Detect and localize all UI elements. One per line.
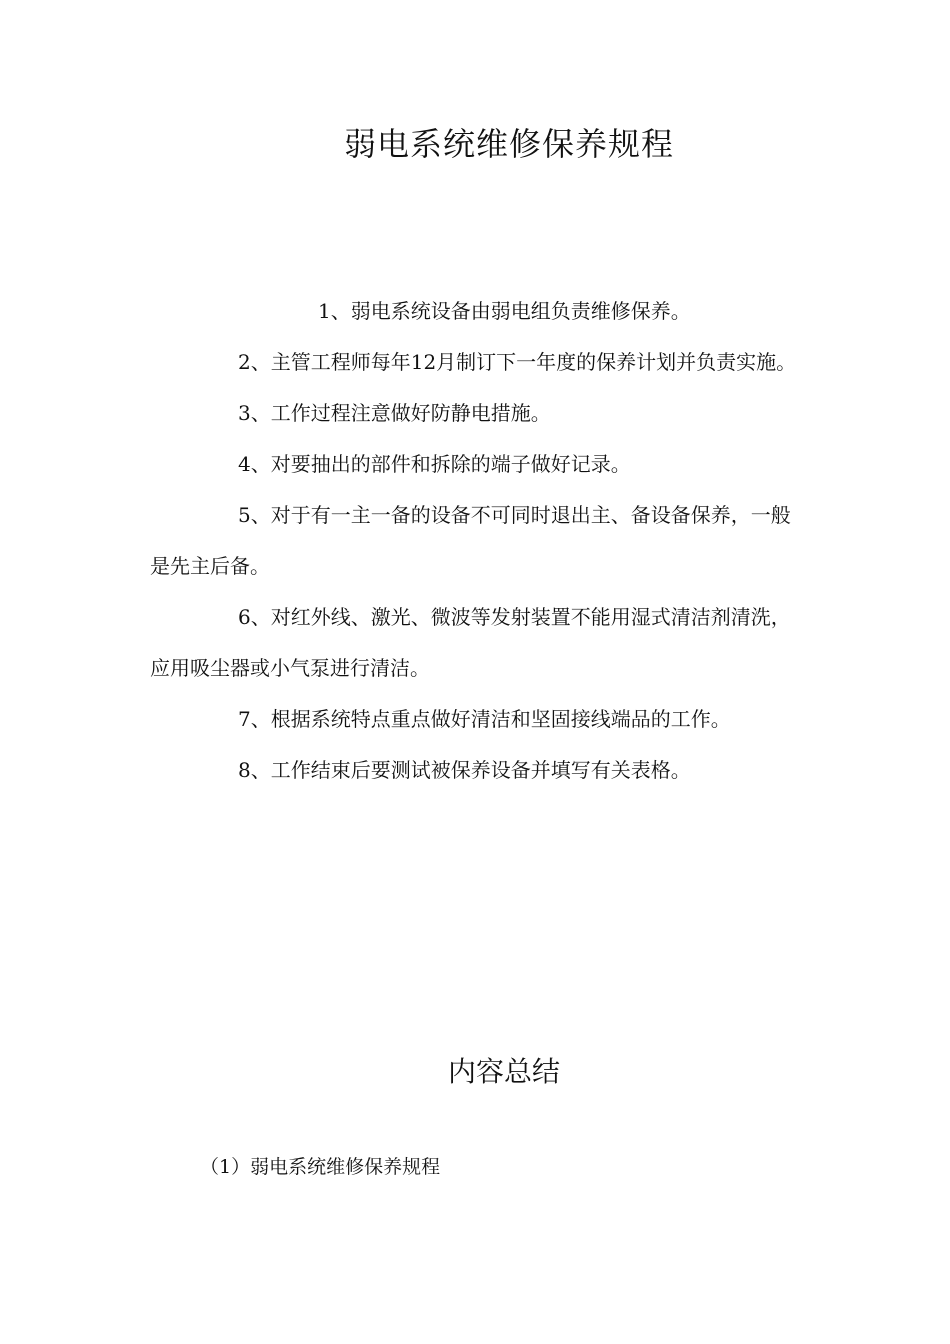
clause-item: 2、主管工程师每年12月制订下一年度的保养计划并负责实施。: [238, 350, 797, 374]
summary-item: （1）弱电系统维修保养规程: [200, 1156, 441, 1178]
clause-item: 7、根据系统特点重点做好清洁和坚固接线端品的工作。: [238, 707, 731, 731]
clause-item: 6、对红外线、激光、微波等发射装置不能用湿式清洁剂清洗，应用吸尘器或小气泵进行清洁。: [150, 605, 791, 680]
clause-item: 5、对于有一主一备的设备不可同时退出主、备设备保养，一般是先主后备。: [150, 503, 791, 578]
clause-item: 8、工作结束后要测试被保养设备并填写有关表格。: [238, 758, 691, 782]
clause-item: 1、弱电系统设备由弱电组负责维修保养。: [318, 299, 691, 323]
document-title: 弱电系统维修保养规程: [343, 125, 674, 163]
clause-list: [150, 286, 810, 796]
summary-title: 内容总结: [447, 1055, 560, 1088]
clause-item: 4、对要抽出的部件和拆除的端子做好记录。: [238, 452, 631, 476]
clause-item: 3、工作过程注意做好防静电措施。: [238, 401, 551, 425]
